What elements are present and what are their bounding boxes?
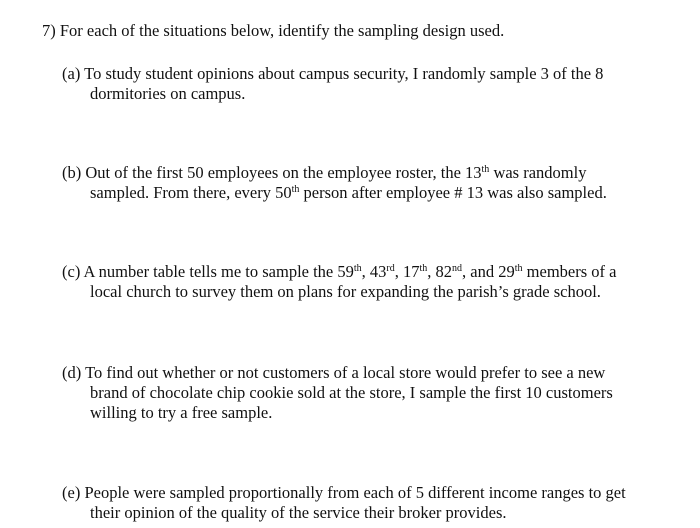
- question-title: 7) For each of the situations below, identify the sampling design used.: [42, 21, 505, 40]
- part-b-text: (b) Out of the first 50 employees on the employee roster, the 13: [62, 163, 482, 182]
- part-c-text: , 82: [427, 262, 453, 281]
- part-e-line-2: their opinion of the quality of the service their broker provides.: [90, 503, 507, 522]
- part-d-line-1: (d) To find out whether or not customers of a local store would prefer to see a new: [62, 363, 606, 382]
- part-b-line-2: [62, 183, 672, 203]
- part-c-text: , and 29: [462, 262, 515, 281]
- part-c-text: , 17: [394, 262, 420, 281]
- part-d-line-3: willing to try a free sample.: [90, 403, 273, 422]
- part-e-line-1: (e) People were sampled proportionally from each of 5 different income ranges to get: [62, 483, 626, 502]
- part-e: [62, 483, 672, 523]
- ordinal-suffix: th: [291, 184, 300, 195]
- part-c-line-1: [62, 262, 672, 282]
- ordinal-suffix: th: [481, 164, 490, 175]
- ordinal-suffix: th: [353, 263, 362, 274]
- part-c-line-2: local church to survey them on plans for expanding the parish’s grade school.: [90, 282, 601, 301]
- part-b: [62, 163, 672, 203]
- ordinal-suffix: rd: [386, 263, 395, 274]
- ordinal-suffix: nd: [452, 263, 463, 274]
- part-c: [62, 262, 672, 302]
- part-b-text: person after employee # 13 was also sampled.: [299, 183, 607, 202]
- part-c-text: , 43: [361, 262, 387, 281]
- part-a: [62, 64, 672, 104]
- part-c-text: members of a: [522, 262, 617, 281]
- part-b-text: sampled. From there, every 50: [90, 183, 292, 202]
- ordinal-suffix: th: [514, 263, 523, 274]
- part-d: [62, 363, 672, 423]
- part-a-line-2: dormitories on campus.: [90, 84, 246, 103]
- part-a-line-1: (a) To study student opinions about campus security, I randomly sample 3 of the 8: [62, 64, 604, 83]
- part-b-line-1: [62, 163, 672, 183]
- part-c-text: (c) A number table tells me to sample the 59: [62, 262, 354, 281]
- part-d-line-2: brand of chocolate chip cookie sold at the store, I sample the first 10 customers: [90, 383, 613, 402]
- part-b-text: was randomly: [489, 163, 587, 182]
- ordinal-suffix: th: [419, 263, 428, 274]
